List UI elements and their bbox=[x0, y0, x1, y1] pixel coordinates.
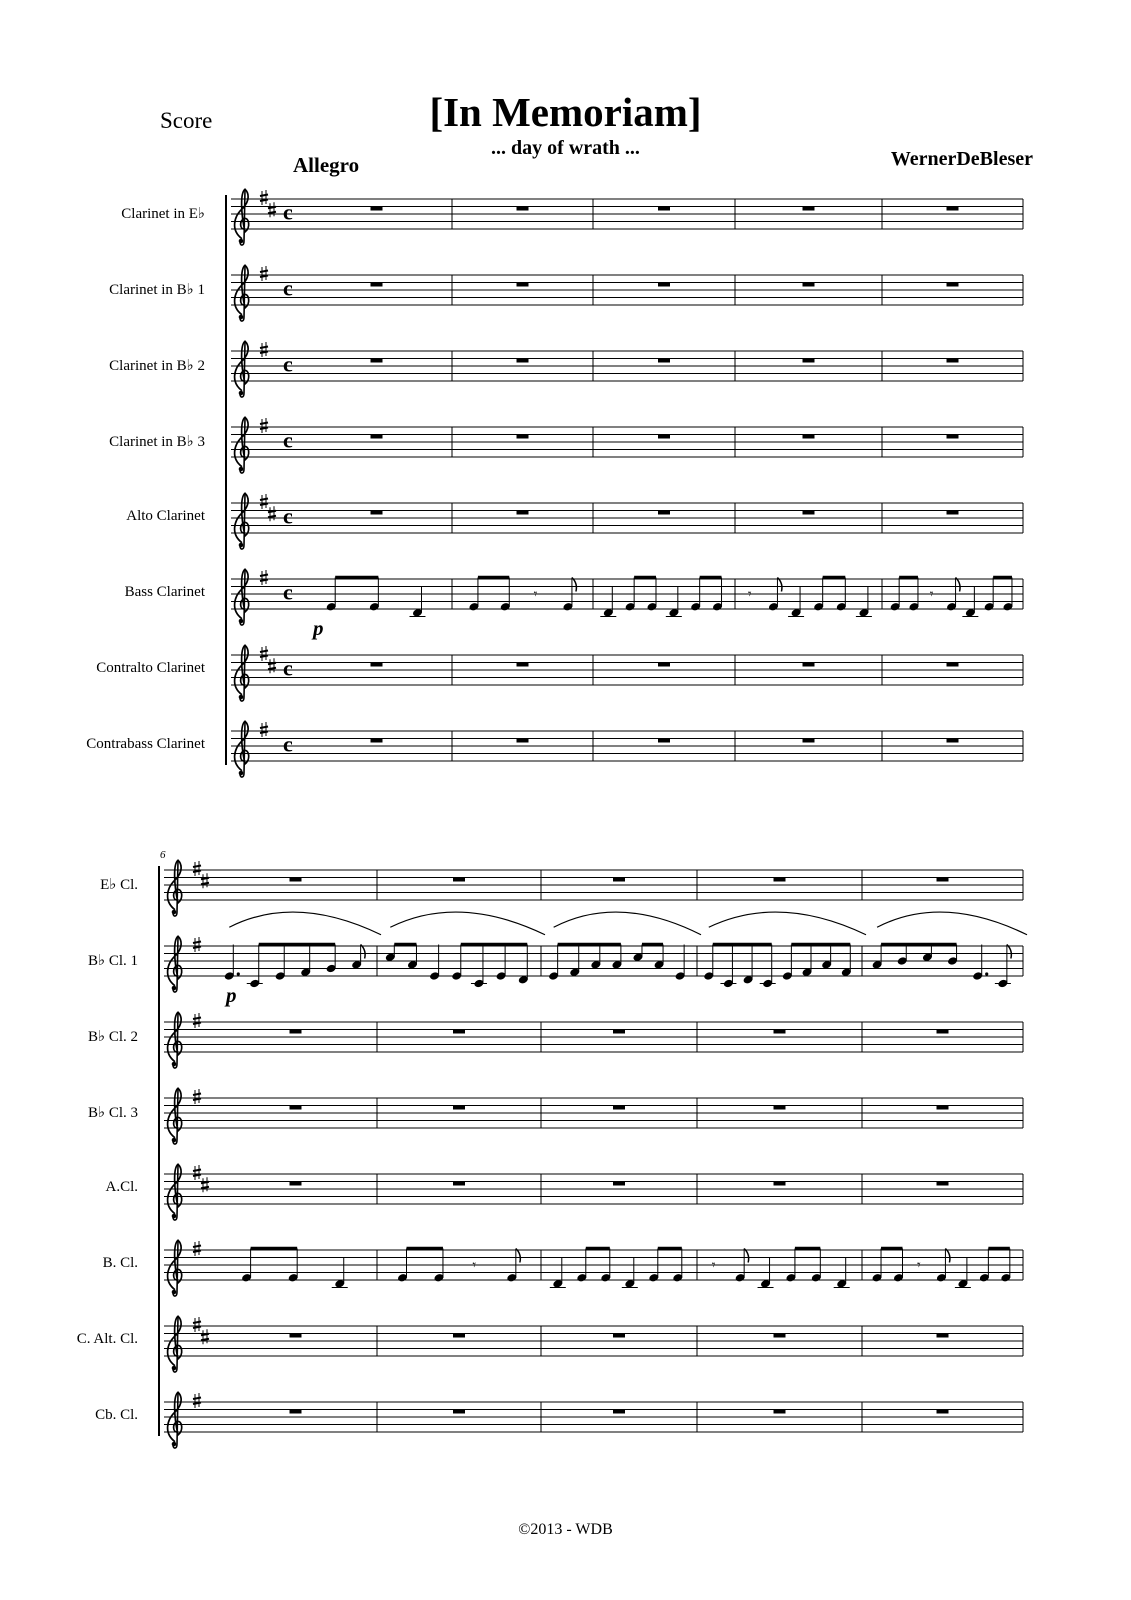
instrument-label: Clarinet in B♭ 1 bbox=[109, 282, 205, 298]
instrument-label: Contralto Clarinet bbox=[96, 660, 205, 676]
common-time-icon: c bbox=[283, 275, 293, 301]
treble-clef-icon bbox=[168, 1088, 182, 1144]
instrument-label: Clarinet in E♭ bbox=[121, 206, 205, 222]
common-time-icon: c bbox=[283, 579, 293, 605]
whole-rest-icon bbox=[453, 1182, 465, 1186]
sharp-sign-icon bbox=[260, 342, 268, 357]
whole-rest-icon bbox=[947, 359, 959, 363]
piece-title: [In Memoriam] bbox=[429, 89, 702, 135]
whole-rest-icon bbox=[290, 1410, 302, 1414]
treble-clef-icon bbox=[235, 417, 249, 473]
sharp-sign-icon bbox=[268, 658, 276, 673]
whole-rest-icon bbox=[947, 435, 959, 439]
whole-rest-icon bbox=[371, 359, 383, 363]
copyright-footer: ©2013 - WDB bbox=[518, 1521, 613, 1538]
whole-rest-icon bbox=[613, 1106, 625, 1110]
treble-clef-icon bbox=[235, 721, 249, 777]
whole-rest-icon bbox=[774, 1182, 786, 1186]
instrument-label: Clarinet in B♭ 2 bbox=[109, 358, 205, 374]
common-time-icon: c bbox=[283, 503, 293, 529]
sharp-sign-icon bbox=[260, 190, 268, 205]
whole-rest-icon bbox=[803, 359, 815, 363]
whole-rest-icon bbox=[517, 283, 529, 287]
instrument-label: E♭ Cl. bbox=[100, 877, 138, 893]
augmentation-dot bbox=[985, 972, 988, 975]
sharp-sign-icon bbox=[201, 1329, 209, 1344]
whole-rest-icon bbox=[937, 878, 949, 882]
whole-rest-icon bbox=[371, 511, 383, 515]
whole-rest-icon bbox=[774, 1030, 786, 1034]
whole-rest-icon bbox=[947, 207, 959, 211]
phrase-slur bbox=[554, 912, 701, 935]
sharp-sign-icon bbox=[260, 266, 268, 281]
whole-rest-icon bbox=[658, 739, 670, 743]
instrument-label: B♭ Cl. 1 bbox=[87, 953, 138, 969]
instrument-label: Bass Clarinet bbox=[124, 584, 205, 600]
whole-rest-icon bbox=[803, 435, 815, 439]
whole-rest-icon bbox=[290, 1182, 302, 1186]
whole-rest-icon bbox=[290, 1106, 302, 1110]
whole-rest-icon bbox=[803, 663, 815, 667]
whole-rest-icon bbox=[517, 435, 529, 439]
whole-rest-icon bbox=[937, 1334, 949, 1338]
whole-rest-icon bbox=[947, 511, 959, 515]
piece-subtitle: ... day of wrath ... bbox=[491, 137, 640, 159]
common-time-icon: c bbox=[283, 199, 293, 225]
instrument-label: B♭ Cl. 2 bbox=[87, 1029, 138, 1045]
common-time-icon: c bbox=[283, 427, 293, 453]
eighth-rest-icon: 𝄾 bbox=[747, 586, 752, 603]
eighth-rest-icon: 𝄾 bbox=[916, 1257, 921, 1274]
whole-rest-icon bbox=[453, 1030, 465, 1034]
whole-rest-icon bbox=[371, 739, 383, 743]
whole-rest-icon bbox=[803, 511, 815, 515]
treble-clef-icon bbox=[168, 1164, 182, 1220]
treble-clef-icon bbox=[235, 265, 249, 321]
phrase-slur bbox=[709, 912, 866, 935]
treble-clef-icon bbox=[168, 1392, 182, 1448]
whole-rest-icon bbox=[613, 1410, 625, 1414]
whole-rest-icon bbox=[658, 359, 670, 363]
phrase-slur bbox=[229, 912, 381, 935]
treble-clef-icon bbox=[168, 1240, 182, 1296]
instrument-label: C. Alt. Cl. bbox=[76, 1331, 138, 1347]
composer-name: WernerDeBleser bbox=[890, 148, 1033, 170]
instrument-label: B♭ Cl. 3 bbox=[87, 1105, 138, 1121]
sharp-sign-icon bbox=[260, 418, 268, 433]
sharp-sign-icon bbox=[193, 1241, 201, 1256]
common-time-icon: c bbox=[283, 731, 293, 757]
whole-rest-icon bbox=[517, 511, 529, 515]
instrument-label: Alto Clarinet bbox=[126, 508, 205, 524]
sharp-sign-icon bbox=[193, 1393, 201, 1408]
whole-rest-icon bbox=[803, 283, 815, 287]
whole-rest-icon bbox=[371, 207, 383, 211]
treble-clef-icon bbox=[168, 936, 182, 992]
whole-rest-icon bbox=[947, 739, 959, 743]
whole-rest-icon bbox=[658, 435, 670, 439]
note-flag bbox=[956, 578, 961, 592]
eighth-rest-icon: 𝄾 bbox=[533, 586, 538, 603]
whole-rest-icon bbox=[517, 359, 529, 363]
note-flag bbox=[361, 945, 366, 959]
dynamic-marking: p bbox=[313, 616, 324, 640]
whole-rest-icon bbox=[453, 1106, 465, 1110]
whole-rest-icon bbox=[453, 878, 465, 882]
whole-rest-icon bbox=[658, 511, 670, 515]
sharp-sign-icon bbox=[201, 1177, 209, 1192]
note-flag bbox=[777, 578, 782, 592]
whole-rest-icon bbox=[658, 283, 670, 287]
eighth-rest-icon: 𝄾 bbox=[472, 1257, 477, 1274]
sharp-sign-icon bbox=[260, 494, 268, 509]
sharp-sign-icon bbox=[201, 873, 209, 888]
whole-rest-icon bbox=[290, 1030, 302, 1034]
augmentation-dot bbox=[237, 972, 240, 975]
note-flag bbox=[516, 1249, 521, 1263]
phrase-slur bbox=[390, 912, 545, 935]
whole-rest-icon bbox=[613, 1030, 625, 1034]
whole-rest-icon bbox=[774, 1106, 786, 1110]
whole-rest-icon bbox=[453, 1410, 465, 1414]
instrument-label: Clarinet in B♭ 3 bbox=[109, 434, 205, 450]
whole-rest-icon bbox=[937, 1030, 949, 1034]
whole-rest-icon bbox=[803, 207, 815, 211]
treble-clef-icon bbox=[235, 569, 249, 625]
sharp-sign-icon bbox=[193, 1089, 201, 1104]
whole-rest-icon bbox=[937, 1182, 949, 1186]
whole-rest-icon bbox=[803, 739, 815, 743]
treble-clef-icon bbox=[168, 860, 182, 916]
measure-number: 6 bbox=[160, 849, 166, 861]
whole-rest-icon bbox=[658, 207, 670, 211]
eighth-rest-icon: 𝄾 bbox=[929, 586, 934, 603]
note-flag bbox=[744, 1249, 749, 1263]
eighth-rest-icon: 𝄾 bbox=[711, 1257, 716, 1274]
treble-clef-icon bbox=[235, 645, 249, 701]
sharp-sign-icon bbox=[260, 570, 268, 585]
whole-rest-icon bbox=[937, 1410, 949, 1414]
whole-rest-icon bbox=[613, 1182, 625, 1186]
whole-rest-icon bbox=[517, 207, 529, 211]
note-flag bbox=[1007, 945, 1012, 959]
sharp-sign-icon bbox=[260, 722, 268, 737]
sharp-sign-icon bbox=[268, 202, 276, 217]
sharp-sign-icon bbox=[193, 1013, 201, 1028]
whole-rest-icon bbox=[517, 739, 529, 743]
instrument-label: A.Cl. bbox=[105, 1179, 138, 1195]
instrument-label: B. Cl. bbox=[102, 1255, 138, 1271]
whole-rest-icon bbox=[947, 283, 959, 287]
treble-clef-icon bbox=[235, 189, 249, 245]
treble-clef-icon bbox=[235, 341, 249, 397]
whole-rest-icon bbox=[947, 663, 959, 667]
note-flag bbox=[572, 578, 577, 592]
whole-rest-icon bbox=[290, 878, 302, 882]
phrase-slur bbox=[877, 912, 1027, 935]
whole-rest-icon bbox=[937, 1106, 949, 1110]
treble-clef-icon bbox=[235, 493, 249, 549]
common-time-icon: c bbox=[283, 351, 293, 377]
sharp-sign-icon bbox=[193, 937, 201, 952]
whole-rest-icon bbox=[613, 878, 625, 882]
sharp-sign-icon bbox=[260, 646, 268, 661]
instrument-label: Contrabass Clarinet bbox=[86, 736, 205, 752]
note-flag bbox=[945, 1249, 950, 1263]
sharp-sign-icon bbox=[193, 1165, 201, 1180]
whole-rest-icon bbox=[658, 663, 670, 667]
dynamic-marking: p bbox=[226, 983, 237, 1007]
treble-clef-icon bbox=[168, 1316, 182, 1372]
sharp-sign-icon bbox=[193, 861, 201, 876]
instrument-label: Cb. Cl. bbox=[95, 1407, 138, 1423]
whole-rest-icon bbox=[774, 1334, 786, 1338]
whole-rest-icon bbox=[453, 1334, 465, 1338]
whole-rest-icon bbox=[613, 1334, 625, 1338]
whole-rest-icon bbox=[371, 663, 383, 667]
sharp-sign-icon bbox=[268, 506, 276, 521]
tempo-marking: Allegro bbox=[293, 153, 360, 177]
whole-rest-icon bbox=[774, 878, 786, 882]
sharp-sign-icon bbox=[193, 1317, 201, 1332]
whole-rest-icon bbox=[774, 1410, 786, 1414]
whole-rest-icon bbox=[371, 435, 383, 439]
treble-clef-icon bbox=[168, 1012, 182, 1068]
whole-rest-icon bbox=[517, 663, 529, 667]
whole-rest-icon bbox=[371, 283, 383, 287]
common-time-icon: c bbox=[283, 655, 293, 681]
score-label: Score bbox=[160, 108, 213, 133]
whole-rest-icon bbox=[290, 1334, 302, 1338]
